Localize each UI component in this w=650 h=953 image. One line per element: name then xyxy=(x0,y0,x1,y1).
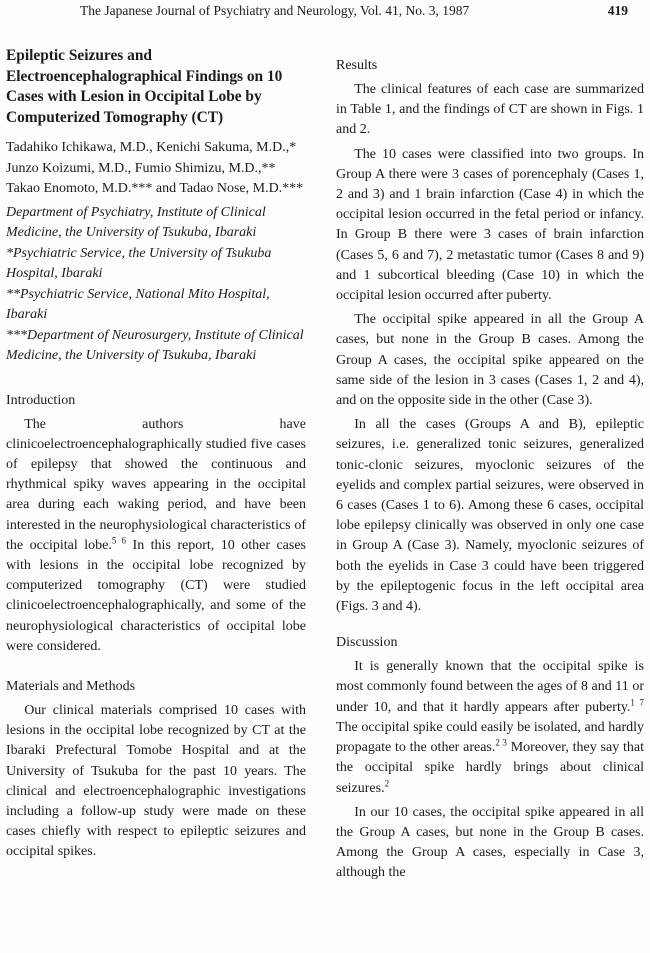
paragraph: In all the cases (Groups A and B), epileptic seizures, i.e. generalized tonic seizures, generalized tonic-clonic seizures, myoclonic seizures of the eyelids and complex partial seizures, were observed in 6 cases (Cases 1 to 6). Among these 6 cases, occipital lobe epilepsy clinically was observed in only one case in Group A (Case 3). Namely, myoclonic seizures of both the eyelids in Case 3 could have been triggered by the epileptogenic focus in the left occipital area (Figs. 3 and 4). xyxy=(336,417,644,615)
running-header xyxy=(0,0,650,22)
page-number: 419 xyxy=(607,3,628,18)
paragraph: The occipital spike appeared in all the Group A cases, but none in the Group B cases. Among the Group A cases, the occipital spike appeared on the same side of the lesion in 3 cases (Cases 1, 2 and 4), and on the opposite side in the other (Case 3). xyxy=(336,312,644,409)
paragraph-text: The occipital spike could easily be isolated, and hardly propagate to the other areas. xyxy=(336,719,644,756)
paragraph: The 10 cases were classified into two groups. In Group A there were 3 cases of porencephaly (Cases 1, 2 and 3) and 1 brain infarction (Case 4) in which the occipital lesion occurred in the fetal period or infancy. In Group B there were 3 cases of brain infarction (Cases 5, 6 and 7), 2 metastatic tumor (Cases 8 and 9) and 1 subcortical bleeding (Case 10) in which the occipital lesion occurred after puberty. xyxy=(336,146,644,304)
left-column xyxy=(6,46,306,867)
journal-citation: The Japanese Journal of Psychiatry and Neurology, Vol. 41, No. 3, 1987 xyxy=(80,3,470,18)
paragraph-text: It is generally known that the occipital spike is most commonly found between the ages of 8 and 11 or under 10, and that it hardly appears after puberty. xyxy=(336,659,644,715)
paragraph xyxy=(6,415,306,657)
affiliation: Department of Psychiatry, Institute of Clinical Medicine, the University of Tsukuba, Ibaraki xyxy=(6,204,266,240)
section-heading-introduction: Introduction xyxy=(6,392,76,408)
section-heading-results: Results xyxy=(336,58,378,73)
affiliation: *Psychiatric Service, the University of Tsukuba Hospital, Ibaraki xyxy=(6,245,272,281)
affiliations xyxy=(6,203,306,367)
citation-ref: 1 7 xyxy=(630,697,644,708)
paragraph: The clinical features of each case are summarized in Table 1, and the findings of CT are shown in Figs. 1 and 2. xyxy=(336,82,644,138)
paragraph xyxy=(336,657,644,798)
affiliation: **Psychiatric Service, National Mito Hospital, Ibaraki xyxy=(6,286,270,322)
affiliation: ***Department of Neurosurgery, Institute of Clinical Medicine, the University of Tsukuba, Ibaraki xyxy=(6,327,304,363)
paragraph-text: The authors have clinicoelectroencephalographically studied five cases of epilepsy that showed the continuous and rhythmical spiky waves appearing in the occipital area during each waking period, and have been interested in the neurophysiological characteristics of the occipital lobe. xyxy=(6,416,306,553)
paragraph: Our clinical materials comprised 10 cases with lesions in the occipital lobe recognized by CT at the Ibaraki Prefectural Tomobe Hospital and at the University of Tsukuba for the past 10 years. The clinical and electroencephalographic investigations including a follow-up study were made on these cases chiefly with respect to epileptic seizures and occipital spikes. xyxy=(6,702,306,860)
author-list: Tadahiko Ichikawa, M.D., Kenichi Sakuma, M.D.,* Junzo Koizumi, M.D., Fumio Shimizu, M.D.,** Takao Enomoto, M.D.*** and Tadao Nose, M.D.*** xyxy=(6,140,304,196)
article-title: Epileptic Seizures and Electroencephalographical Findings on 10 Cases with Lesion in Occipital Lobe by Computerized Tomography (CT) xyxy=(6,47,283,126)
citation-ref: 2 xyxy=(384,777,390,788)
citation-ref: 2 3 xyxy=(495,737,507,748)
paragraph-text: In this report, 10 other cases with lesions in the occipital lobe recognized by computerized tomography (CT) were studied clinicoelectroencephalographically, and some of the neurophysiological characteristics of occipital lobe were considered. xyxy=(6,537,306,654)
paragraph-text: Moreover, they say that the occipital spike hardly brings about clinical seizures. xyxy=(336,740,644,796)
section-heading-discussion: Discussion xyxy=(336,635,398,651)
right-column xyxy=(336,56,644,888)
section-heading-methods: Materials and Methods xyxy=(6,678,136,694)
citation-ref: 5 6 xyxy=(111,535,127,546)
paragraph: In our 10 cases, the occipital spike appeared in all the Group A cases, but none in the Group B cases. Among the Group A cases, especially in Case 3, although the xyxy=(336,804,644,881)
